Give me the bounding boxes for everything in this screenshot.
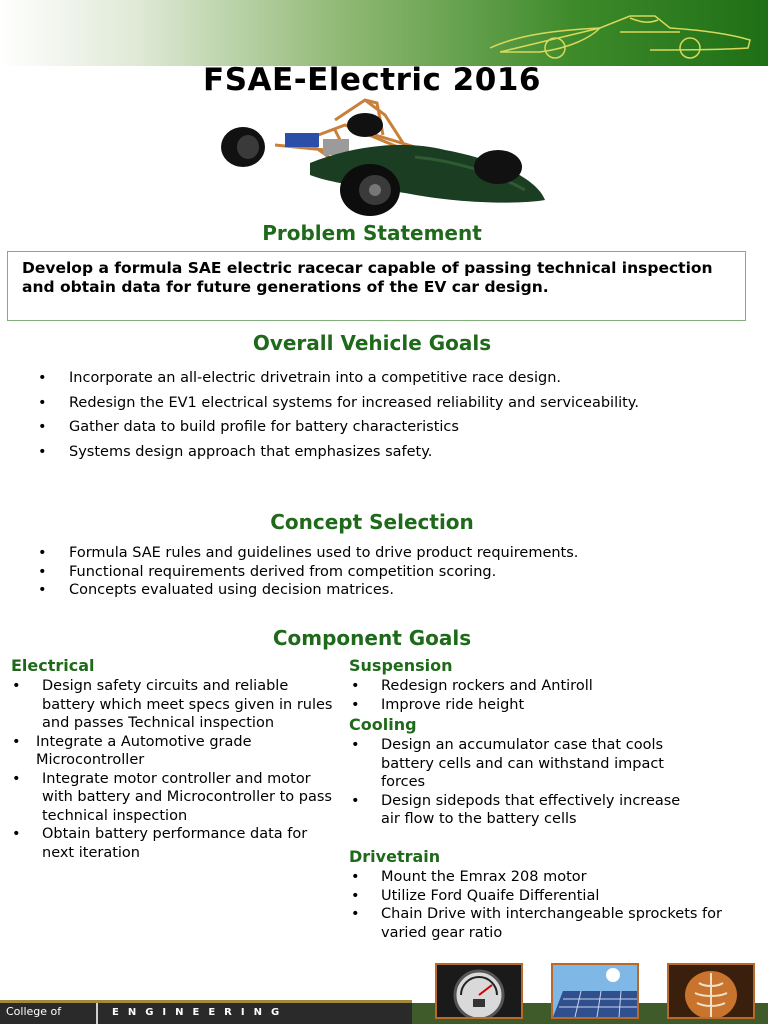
drivetrain-list: [351, 868, 741, 942]
list-item: • Systems design approach that emphasizes safety.: [38, 443, 433, 460]
list-item: • Incorporate an all-electric drivetrain into a competitive race design.: [38, 370, 561, 386]
page-title: FSAE-Electric 2016: [203, 62, 541, 98]
list-item: • Design safety circuits and reliable battery which meet specs given in rules and passes Technical inspection: [12, 678, 333, 731]
list-item: • Gather data to build profile for battery characteristics: [38, 419, 459, 435]
list-item: • Integrate motor controller and motor with battery and Microcontroller to pass technical inspection: [12, 770, 332, 824]
bullet-dot: •: [38, 370, 47, 386]
vehicle-goals-list: [38, 369, 719, 467]
list-item: • Chain Drive with interchangeable sprockets for varied gear ratio: [351, 906, 722, 941]
bullet-dot: •: [351, 696, 360, 713]
list-item: • Integrate a Automotive grade Microcontroller: [12, 733, 252, 768]
footer-bar: [0, 1000, 412, 1024]
list-item: • Design sidepods that effectively increase air flow to the battery cells: [351, 792, 681, 827]
formula-car-render: [215, 95, 555, 220]
list-item: • Redesign rockers and Antiroll: [351, 678, 593, 694]
bullet-dot: •: [12, 678, 21, 694]
electrical-heading: Electrical: [11, 656, 95, 675]
concept-selection-heading: Concept Selection: [270, 510, 474, 534]
gauge-thumbnail: [435, 963, 523, 1019]
bullet-dot: •: [12, 770, 21, 787]
list-item: • Improve ride height: [351, 696, 525, 713]
bullet-dot: •: [12, 826, 21, 842]
solar-panel-thumbnail: [551, 963, 639, 1019]
bullet-dot: •: [38, 545, 47, 561]
list-item: • Redesign the EV1 electrical systems for increased reliability and serviceability.: [38, 394, 639, 411]
solar-panel-icon: [553, 965, 637, 1017]
bullet-dot: •: [351, 678, 360, 694]
vehicle-goals-heading: Overall Vehicle Goals: [252, 331, 492, 355]
problem-statement-box: [7, 251, 746, 321]
skeleton-thumbnail: [667, 963, 755, 1019]
bullet-dot: •: [351, 887, 360, 904]
problem-statement-heading: Problem Statement: [262, 221, 482, 245]
problem-statement-text: Develop a formula SAE electric racecar capable of passing technical inspection and obtain data for future generations of the EV car design.: [22, 259, 713, 296]
cooling-list: [351, 736, 681, 829]
bullet-dot: •: [38, 443, 47, 460]
list-item: • Design an accumulator case that cools battery cells and can withstand impact forces: [351, 737, 664, 790]
drivetrain-heading: Drivetrain: [349, 847, 441, 866]
list-item: • Functional requirements derived from competition scoring.: [38, 563, 497, 580]
list-item: • Concepts evaluated using decision matrices.: [38, 582, 394, 598]
list-item: • Obtain battery performance data for next iteration: [12, 826, 308, 861]
bullet-dot: •: [38, 394, 47, 411]
list-item: • Utilize Ford Quaife Differential: [351, 887, 600, 904]
list-item: • Formula SAE rules and guidelines used to drive product requirements.: [38, 545, 579, 561]
footer-college-label: College of: [6, 1005, 62, 1018]
gauge-icon: [437, 965, 521, 1017]
bullet-dot: •: [38, 563, 47, 580]
list-item: • Mount the Emrax 208 motor: [351, 869, 587, 885]
electrical-list: [12, 677, 340, 862]
top-banner: [0, 0, 768, 66]
bullet-dot: •: [351, 906, 360, 922]
suspension-heading: Suspension: [349, 656, 453, 675]
race-car-outline-icon: [480, 4, 760, 62]
bullet-dot: •: [351, 869, 360, 885]
concept-selection-list: [38, 544, 719, 600]
component-goals-heading: Component Goals: [272, 626, 472, 650]
skeleton-icon: [669, 965, 753, 1017]
cooling-heading: Cooling: [349, 715, 417, 734]
bullet-dot: •: [38, 582, 47, 598]
bullet-dot: •: [351, 737, 360, 753]
footer-divider: [96, 1003, 98, 1024]
bullet-dot: •: [351, 792, 360, 809]
suspension-list: [351, 677, 721, 714]
footer-engineering-label: ENGINEERING: [112, 1007, 289, 1018]
bullet-dot: •: [38, 419, 47, 435]
bullet-dot: •: [12, 733, 21, 750]
